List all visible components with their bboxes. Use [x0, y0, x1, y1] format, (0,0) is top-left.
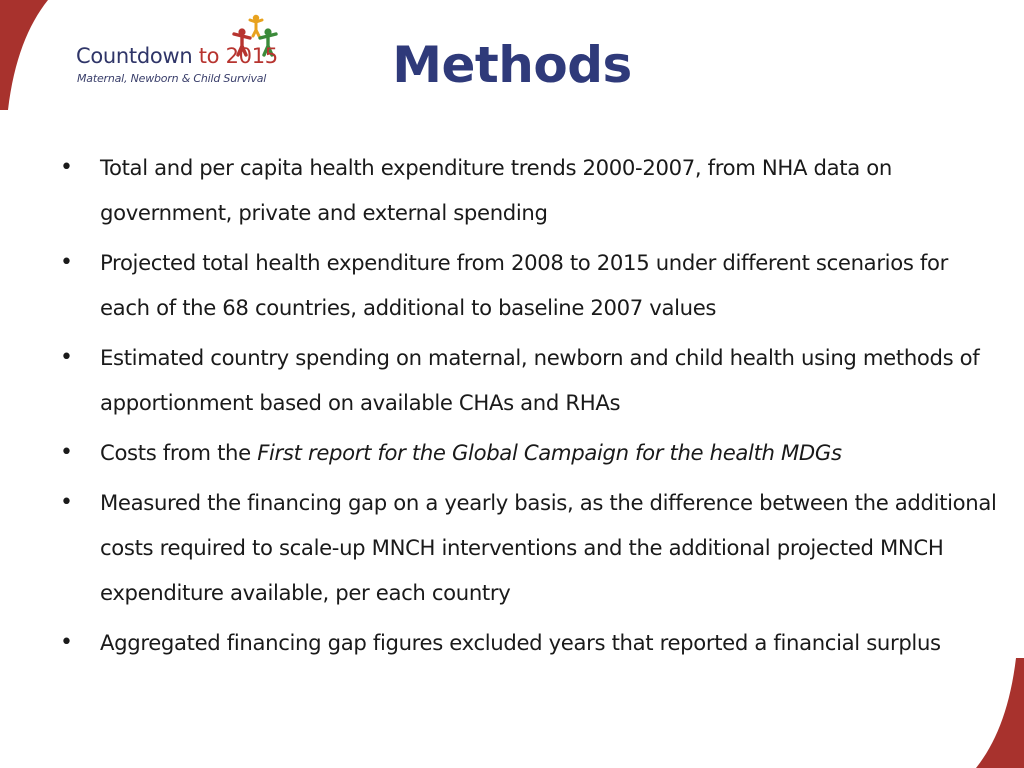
report-title: First report for the Global Campaign for the health MDGs	[257, 440, 842, 465]
bullet-item	[58, 430, 998, 475]
bullet-dot-icon: •	[60, 490, 73, 515]
slide-title: Methods	[392, 36, 632, 94]
bullet-dot-icon: •	[60, 155, 73, 180]
logo-subtitle: Maternal, Newborn & Child Survival	[77, 72, 267, 85]
bullet-item	[58, 240, 998, 330]
corner-swoosh-bottom-right	[964, 658, 1024, 768]
bullet-item	[58, 335, 998, 425]
bullet-dot-icon: •	[60, 440, 73, 465]
bullet-item	[58, 620, 998, 665]
bullet-text: Projected total health expenditure from 2008 to 2015 under different scenarios for each of the 68 countries, additional to baseline 2007 values	[100, 250, 948, 320]
bullet-text: Aggregated financing gap figures excluded years that reported a financial surplus	[100, 630, 941, 655]
bullet-dot-icon: •	[60, 345, 73, 370]
bullet-text: Total and per capita health expenditure trends 2000-2007, from NHA data on government, private and external spending	[100, 155, 892, 225]
bullet-text-prefix: Costs from the	[100, 440, 258, 465]
logo-word-accent: to 2015	[198, 44, 278, 68]
bullet-text: Estimated country spending on maternal, newborn and child health using methods of apportionment based on available CHAs and RHAs	[100, 345, 980, 415]
bullet-dot-icon: •	[60, 630, 73, 655]
bullet-dot-icon: •	[60, 250, 73, 275]
bullet-text: Measured the financing gap on a yearly basis, as the difference between the additional costs required to scale-up MNCH interventions and the additional projected MNCH expenditure available, per each country	[100, 490, 997, 605]
bullet-item	[58, 145, 998, 235]
logo-word-main: Countdown	[76, 44, 193, 68]
bullet-item	[58, 480, 998, 615]
bullet-list	[58, 145, 998, 670]
